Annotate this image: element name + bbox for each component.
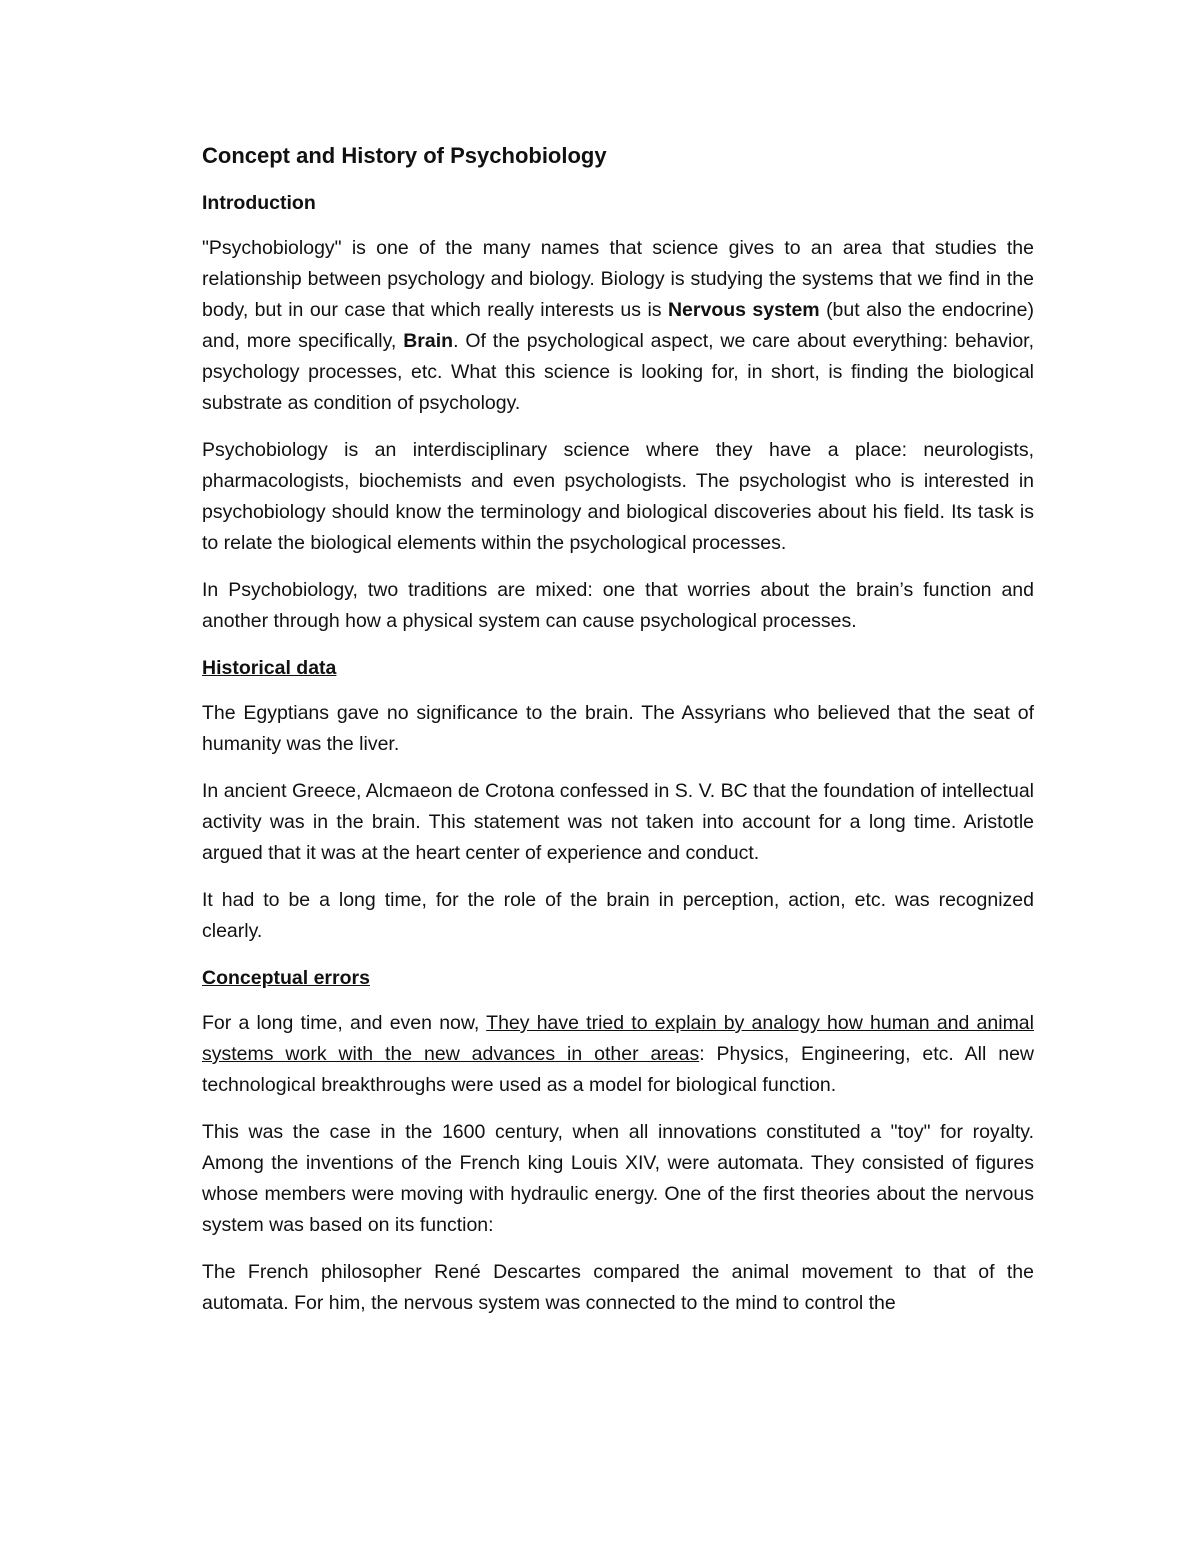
historical-paragraph-1: The Egyptians gave no significance to the brain. The Assyrians who believed that the seat of humanity was the liver. <box>202 702 1034 755</box>
conceptual-p1-text-a: For a long time, and even now, <box>202 1012 487 1034</box>
conceptual-paragraph-2: This was the case in the 1600 century, when all innovations constituted a "toy" for royalty. Among the inventions of the French king Louis XIV, were automata. They consisted of figures whose members were moving with hydraulic energy. One of the first theories about the nervous system was based on its function: <box>202 1121 1034 1236</box>
introduction-paragraph-2: Psychobiology is an interdisciplinary science where they have a place: neurologists, pharmacologists, biochemists and even psychologists. The psychologist who is interested in psychobiology should know the terminology and biological discoveries about his field. Its task is to relate the biological elements within the psychological processes. <box>202 439 1034 554</box>
historical-paragraph-2: In ancient Greece, Alcmaeon de Crotona confessed in S. V. BC that the foundation of intellectual activity was in the brain. This statement was not taken into account for a long time. Aristotle argued that it was at the heart center of experience and conduct. <box>202 780 1034 864</box>
conceptual-paragraph-1 <box>202 1008 1034 1101</box>
introduction-paragraph-3: In Psychobiology, two traditions are mixed: one that worries about the brain’s function and another through how a physical system can cause psychological processes. <box>202 579 1034 632</box>
conceptual-p1-text-b: : Physics, Engineering, etc. All new technological breakthroughs were used as a model for biological function. <box>202 1043 1034 1096</box>
intro-p1-bold-nervous-system: Nervous system <box>667 299 820 321</box>
intro-p1-text-c: . Of the psychological aspect, we care about everything: behavior, psychology processes, etc. What this science is looking for, in short, is finding the biological substrate as condition of psychology. <box>202 330 1034 414</box>
intro-p1-bold-brain: Brain <box>403 330 454 352</box>
conceptual-paragraph-3: The French philosopher René Descartes compared the animal movement to that of the automata. For him, the nervous system was connected to the mind to control the <box>202 1261 1034 1314</box>
document-body <box>202 140 1034 1335</box>
introduction-heading: Introduction <box>202 192 316 214</box>
intro-p1-text-a: "Psychobiology" is one of the many names that science gives to an area that studies the relationship between psychology and biology. Biology is studying the systems that we find in the body, but in our case that which really interests us is <box>202 237 1034 321</box>
introduction-paragraph-1 <box>202 233 1034 419</box>
intro-p1-text-b: (but also the endocrine) and, more specifically, <box>202 299 1034 352</box>
historical-paragraph-3: It had to be a long time, for the role of the brain in perception, action, etc. was recognized clearly. <box>202 889 1034 942</box>
document-title: Concept and History of Psychobiology <box>202 143 607 168</box>
historical-data-heading: Historical data <box>202 657 337 679</box>
conceptual-p1-underlined: They have tried to explain by analogy how human and animal systems work with the new advances in other areas <box>202 1012 1034 1065</box>
conceptual-errors-heading: Conceptual errors <box>202 967 370 989</box>
